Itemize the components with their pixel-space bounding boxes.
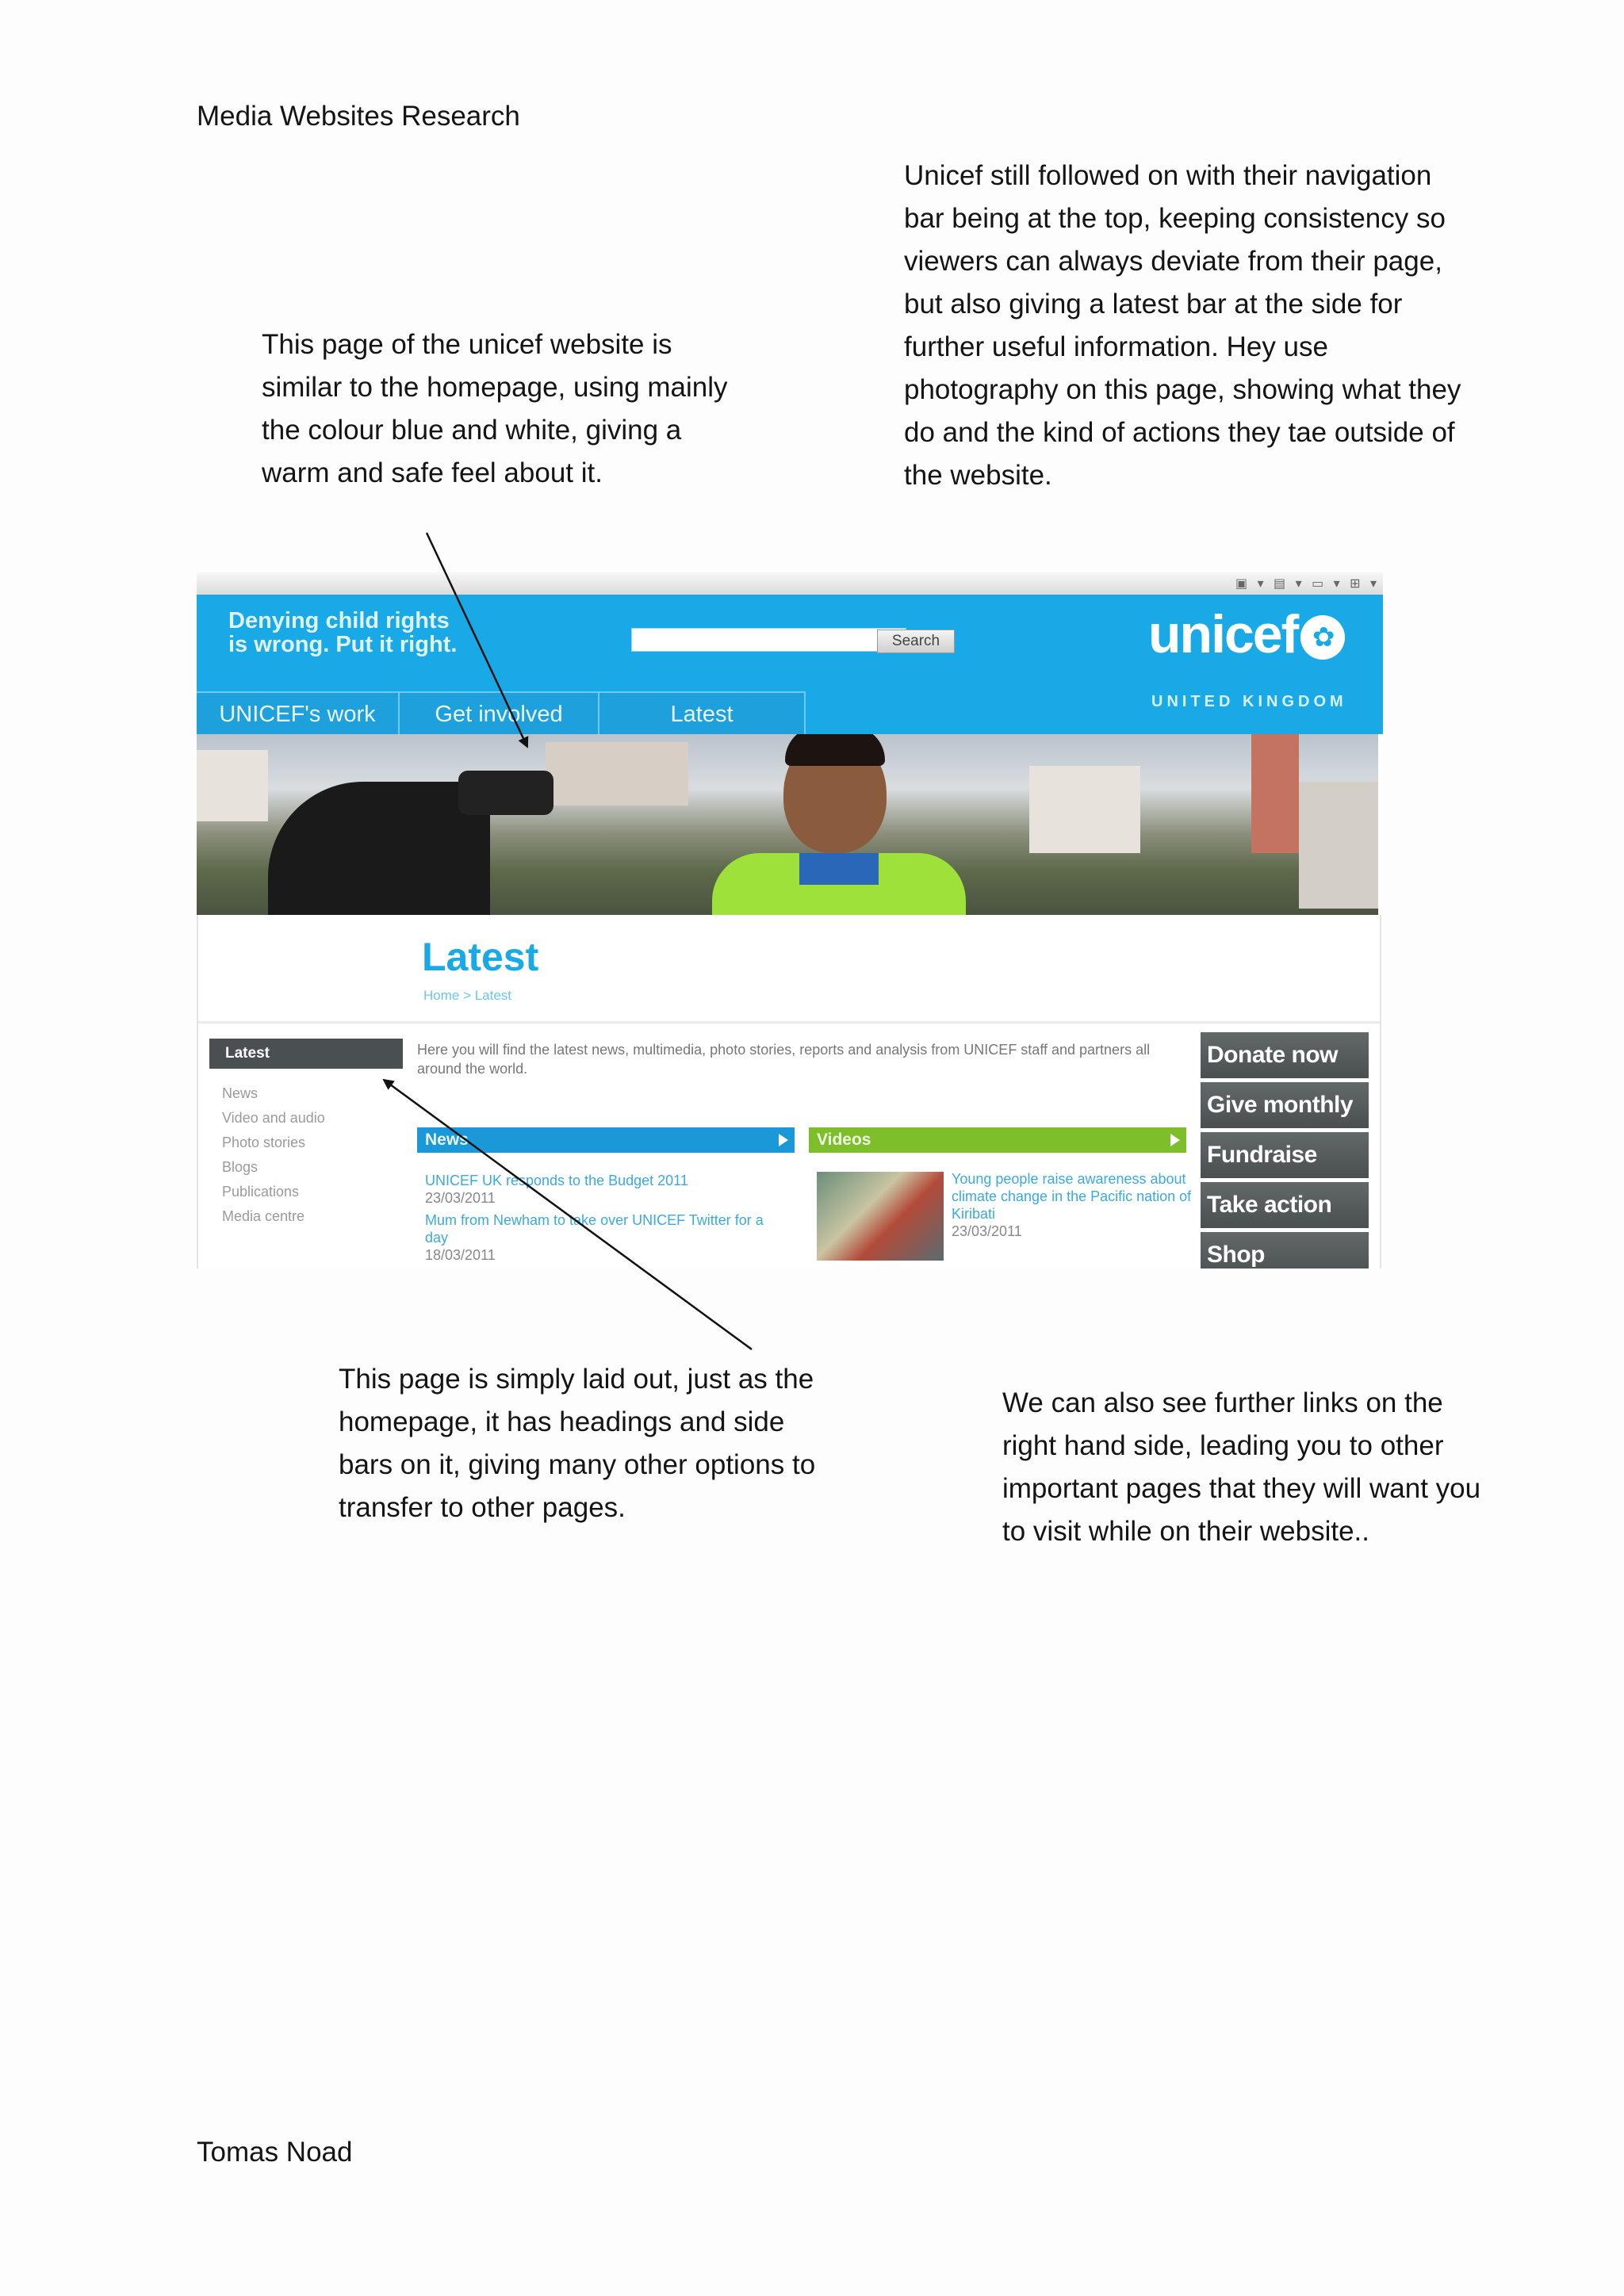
sidebar-heading: Latest [209, 1039, 403, 1069]
sidebar-item-blogs[interactable]: Blogs [222, 1159, 259, 1175]
video-link[interactable]: Young people raise awareness about climate change in the Pacific nation of Kiribati [952, 1171, 1192, 1222]
tagline-line-1: Denying child rights [228, 608, 450, 633]
document-footer: Tomas Noad [197, 2137, 353, 2168]
logo-subtitle: UNITED KINGDOM [1151, 693, 1347, 710]
annotation-colour: This page of the unicef website is similar to the homepage, using mainly the colour blue and white, giving a warm and safe feel about it. [262, 329, 728, 488]
sidebar-item-photo-stories[interactable]: Photo stories [222, 1135, 306, 1150]
tab-unicefs-work[interactable]: UNICEF's work [197, 691, 400, 736]
intro-text: Here you will find the latest news, multimedia, photo stories, reports and analysis from UNICEF staff and partners all around the world. [417, 1042, 1151, 1077]
news-date: 23/03/2011 [425, 1190, 496, 1206]
videos-heading-label: Videos [817, 1131, 871, 1149]
sidebar-item-publications[interactable]: Publications [222, 1184, 300, 1200]
annotation-layout: This page is simply laid out, just as the homepage, it has headings and side bars on it, giving many other options to transfer to other pages. [339, 1364, 816, 1523]
news-link[interactable]: UNICEF UK responds to the Budget 2011 [425, 1173, 688, 1188]
give-monthly-link[interactable]: Give monthly [1201, 1082, 1369, 1128]
shop-link[interactable]: Shop [1201, 1232, 1369, 1269]
page-title: Latest [422, 935, 539, 979]
sidebar-item-media-centre[interactable]: Media centre [222, 1208, 305, 1224]
take-action-link[interactable]: Take action [1201, 1182, 1369, 1228]
breadcrumb[interactable]: Home > Latest [423, 988, 512, 1003]
news-heading-label: News [425, 1131, 469, 1149]
annotation-navigation: Unicef still followed on with their navigation bar being at the top, keeping consistency so viewers can always deviate from their page, but also giving a latest bar at the side for further useful information. Hey use photography on this page, showing what they do and the kind of actions they tae outside of the website. [904, 160, 1461, 491]
arrow-to-hero [427, 533, 527, 747]
toolbar-icons: ▣ ▾ ▤ ▾ ▭ ▾ ⊞ ▾ [1235, 577, 1380, 591]
search-button[interactable]: Search [877, 629, 955, 653]
globe-icon: ✿ [1300, 615, 1345, 660]
sidebar-item-video-and-audio[interactable]: Video and audio [222, 1110, 325, 1126]
tab-latest[interactable]: Latest [599, 691, 806, 736]
video-date: 23/03/2011 [952, 1223, 1022, 1239]
arrow-to-sidebar [384, 1080, 752, 1349]
donate-now-link[interactable]: Donate now [1201, 1032, 1369, 1078]
logo-text: unicef [1148, 604, 1298, 664]
news-link[interactable]: Mum from Newham to take over UNICEF Twitter for a day [425, 1212, 764, 1246]
tagline-line-2: is wrong. Put it right. [228, 632, 458, 657]
annotation-right-links: We can also see further links on the right hand side, leading you to other important pages that they will want you to visit while on their website.. [1002, 1387, 1481, 1547]
tab-get-involved[interactable]: Get involved [400, 691, 599, 736]
sidebar-item-news[interactable]: News [222, 1085, 259, 1101]
news-date: 18/03/2011 [425, 1247, 496, 1263]
fundraise-link[interactable]: Fundraise [1201, 1132, 1369, 1178]
document-header: Media Websites Research [197, 101, 520, 132]
